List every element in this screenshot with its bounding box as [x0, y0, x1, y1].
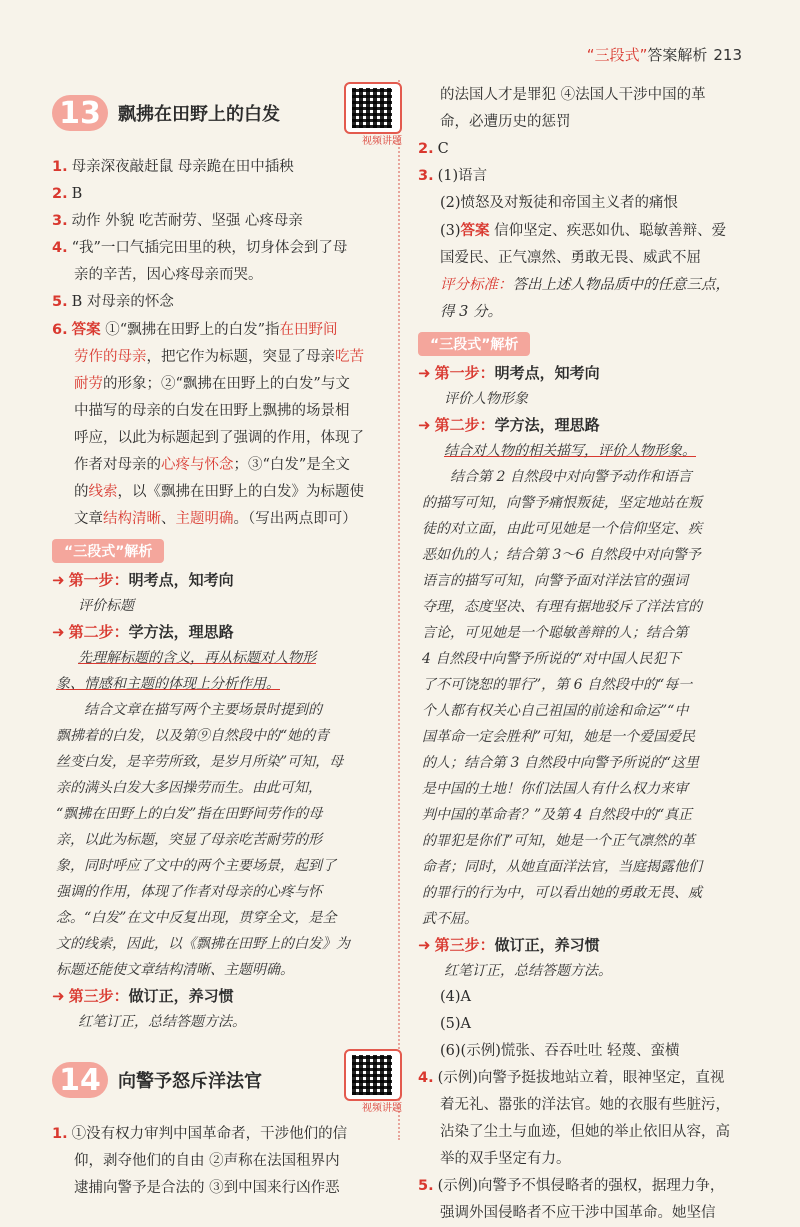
header-label: 答案解析 [647, 46, 708, 64]
answer-6-l5: 呼应，以此为标题起到了强调的作用，体现了 [74, 430, 364, 446]
analysis-tag: “三段式”解析 [418, 332, 530, 356]
right-column [418, 82, 763, 1227]
answer-3-5: (5)A [440, 1016, 472, 1032]
answer-5-l2: 强调外国侵略者不应干涉中国革命。她坚信 [440, 1205, 716, 1221]
answer-4-l2: 着无礼、嚣张的洋法官。她的衣服有些脏污， [440, 1097, 730, 1113]
section-14-number: 14 [52, 1062, 108, 1098]
answer-6-l8: 文章结构清晰、主题明确。（写出两点即可） [74, 511, 357, 527]
step-2-para-9: 文的线索，因此，以《飘拂在田野上的白发》为 [56, 936, 350, 952]
step-1-note: 评价人物形象 [444, 391, 528, 407]
step-2-para-14: 的罪犯是你们”可知，她是一个正气凛然的革 [422, 833, 696, 849]
step-2-para-0: 结合文章在描写两个主要场景时提到的 [84, 702, 322, 718]
step-2-para-16: 的罪行的行为中，可以看出她的勇敢无畏、威 [422, 885, 702, 901]
step-2: ➜ 第二步：学方法，理思路 [418, 416, 600, 434]
cont-line-2: 命，必遭历史的惩罚 [440, 114, 571, 130]
section-13-header [52, 82, 402, 147]
step-2-para-7: 4 自然段中向警予所说的“对中国人民犯下 [422, 651, 681, 667]
header-brand: “三段式” [586, 46, 648, 64]
answer-4-cont: 亲的辛苦，因心疼母亲而哭。 [74, 267, 263, 283]
answer-6-l2: 劳作的母亲，把它作为标题，突显了母亲吃苦 [74, 349, 364, 365]
step-2-para-3: 亲的满头白发大多因操劳而生。由此可知， [56, 780, 322, 796]
step-2: ➜ 第二步：学方法，理思路 [52, 623, 234, 641]
step-2-para-17: 武不屈。 [422, 911, 478, 927]
answer-2: 2. B [52, 186, 83, 202]
page-number: 213 [713, 46, 742, 64]
answer-2: 2. C [418, 141, 449, 157]
step-2-para-9: 个人都有权关心自己祖国的前途和命运”“中 [422, 703, 689, 719]
answer-3-l2: (2)愤怒及对叛徒和帝国主义者的痛恨 [440, 195, 679, 211]
step-2-para-8: 念。“白发”在文中反复出现，贯穿全文，是全 [56, 910, 337, 926]
answer-6-l7: 的线索，以《飘拂在田野上的白发》为标题使 [74, 484, 364, 500]
scoring-2: 得 3 分。 [440, 304, 502, 320]
qr-label: 视频讲题 [362, 136, 402, 147]
section-13-title: 飘拂在田野上的白发 [118, 104, 280, 125]
step-3: ➜ 第三步：做订正，养习惯 [418, 936, 600, 954]
qr-code-icon[interactable] [344, 82, 402, 134]
qr-code-icon[interactable] [344, 1049, 402, 1101]
answer-3-l4: 国爱民、正气凛然、勇敢无畏、威武不屈 [440, 250, 701, 266]
answer-5: 5. (示例)向警予不惧侵略者的强权，据理力争， [418, 1178, 725, 1194]
answer-1: 1. 母亲深夜敲赶鼠 母亲跪在田中插秧 [52, 159, 294, 175]
answer-4-l4: 举的双手坚定有力。 [440, 1151, 571, 1167]
step-2-para-8: 了不可饶恕的罪行”，第 6 自然段中的“每一 [422, 677, 693, 693]
step-2-para-5: 夺理，态度坚决、有理有据地驳斥了洋法官的 [422, 599, 702, 615]
step-2-note-2: 象、情感和主题的体现上分析作用。 [56, 676, 280, 692]
step-2-para-13: 判中国的革命者？”及第 4 自然段中的“真正 [422, 807, 693, 823]
answer-6: 6. 答案 ①“飘拂在田野上的白发”指在田野间 [52, 321, 338, 338]
step-2-para-3: 恶如仇的人；结合第 3～6 自然段中对向警予 [422, 547, 701, 563]
answer-4: 4. (示例)向警予挺拔地站立着，眼神坚定，直视 [418, 1070, 725, 1086]
step-2-para-2: 丝变白发，是辛劳所致，是岁月所染”可知，母 [56, 754, 344, 770]
answer-3-l3: (3)答案 信仰坚定、疾恶如仇、聪敏善辩、爱 [440, 222, 727, 239]
step-2-para-11: 的人；结合第 3 自然段中向警予所说的“这里 [422, 755, 699, 771]
step-2-para-12: 是中国的土地！你们法国人有什么权力来审 [422, 781, 688, 797]
step-1: ➜ 第一步：明考点，知考向 [418, 364, 600, 382]
s14-answer-1: 1. ①没有权力审判中国革命者，干涉他们的信 [52, 1126, 348, 1142]
s14-answer-1-l3: 逮捕向警予是合法的 ③到中国来行凶作恶 [74, 1180, 340, 1196]
step-3-note: 红笔订正，总结答题方法。 [78, 1014, 246, 1030]
step-3: ➜ 第三步：做订正，养习惯 [52, 987, 234, 1005]
answer-6-l4: 中描写的母亲的白发在田野上飘拂的场景相 [74, 403, 350, 419]
step-2-para-10: 标题还能使文章结构清晰、主题明确。 [56, 962, 294, 978]
step-1-note: 评价标题 [78, 598, 134, 614]
cont-line-1: 的法国人才是罪犯 ④法国人干涉中国的革 [440, 87, 706, 103]
step-1: ➜ 第一步：明考点，知考向 [52, 571, 234, 589]
step-2-para-2: 徒的对立面，由此可见她是一个信仰坚定、疾 [422, 521, 702, 537]
answer-3-4: (4)A [440, 989, 472, 1005]
step-2-para-10: 国革命一定会胜利”可知，她是一个爱国爱民 [422, 729, 696, 745]
answer-4: 4. “我”一口气插完田里的秧，切身体会到了母 [52, 240, 348, 256]
step-2-para-6: 言论，可见她是一个聪敏善辩的人；结合第 [422, 625, 688, 641]
answer-6-l6: 作者对母亲的心疼与怀念；③“白发”是全文 [74, 457, 350, 473]
step-2-para-7: 强调的作用，体现了作者对母亲的心疼与怀 [56, 884, 322, 900]
step-2-para-5: 亲，以此为标题，突显了母亲吃苦耐劳的形 [56, 832, 322, 848]
answer-3: 3. 动作 外貌 吃苦耐劳、坚强 心疼母亲 [52, 213, 303, 229]
step-2-para-0: 结合第 2 自然段中对向警予动作和语言 [450, 469, 692, 485]
answer-3-6: (6)(示例)慌张、吞吞吐吐 轻蔑、蛮横 [440, 1043, 680, 1059]
section-14-title: 向警予怒斥洋法官 [118, 1071, 262, 1092]
scoring-1: 评分标准：答出上述人物品质中的任意三点， [440, 277, 730, 293]
step-2-note-1: 结合对人物的相关描写，评价人物形象。 [444, 443, 696, 459]
step-2-para-6: 象，同时呼应了文中的两个主要场景，起到了 [56, 858, 336, 874]
step-3-note: 红笔订正，总结答题方法。 [444, 963, 612, 979]
qr-label: 视频讲题 [362, 1103, 402, 1114]
answer-5: 5. B 对母亲的怀念 [52, 294, 174, 310]
step-2-para-15: 命者；同时，从她直面洋法官，当庭揭露他们 [422, 859, 702, 875]
s14-answer-1-l2: 仰，剥夺他们的自由 ②声称在法国租界内 [74, 1153, 340, 1169]
section-14-header [52, 1049, 402, 1114]
analysis-tag: “三段式”解析 [52, 539, 164, 563]
section-13-number: 13 [52, 95, 108, 131]
left-column [52, 82, 402, 1202]
answer-3: 3. (1)语言 [418, 168, 488, 184]
page-header [587, 44, 742, 65]
answer-6-l3: 耐劳的形象；②“飘拂在田野上的白发”与文 [74, 376, 350, 392]
step-2-note-1: 先理解标题的含义，再从标题对人物形 [78, 650, 316, 666]
step-2-para-1: 的描写可知，向警予痛恨叛徒，坚定地站在叛 [422, 495, 702, 511]
answer-4-l3: 沾染了尘土与血迹，但她的举止依旧从容，高 [440, 1124, 730, 1140]
step-2-para-1: 飘拂着的白发，以及第⑨自然段中的“她的青 [56, 728, 330, 744]
step-2-para-4: “飘拂在田野上的白发”指在田野间劳作的母 [56, 806, 323, 822]
step-2-para-4: 语言的描写可知，向警予面对洋法官的强词 [422, 573, 688, 589]
